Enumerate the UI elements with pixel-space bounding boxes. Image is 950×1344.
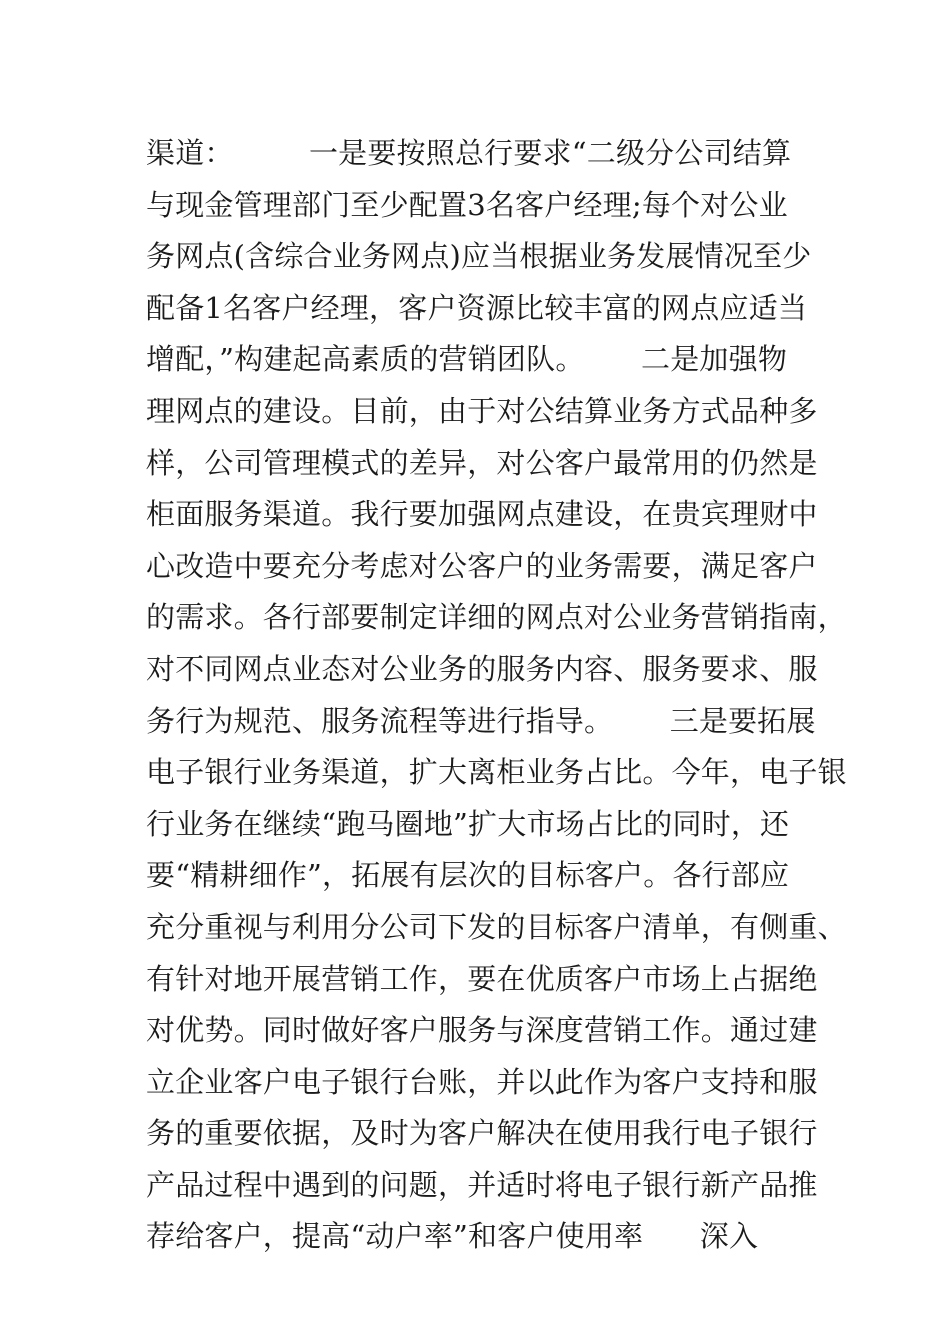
text-line: 配备1名客户经理，客户资源比较丰富的网点应适当: [146, 290, 808, 325]
text-line: 样，公司管理模式的差异，对公客户最常用的仍然是: [146, 445, 818, 480]
text-line: 有针对地开展营销工作，要在优质客户市场上占据绝: [146, 961, 818, 996]
text-line: 的需求。各行部要制定详细的网点对公业务营销指南，: [146, 600, 847, 635]
text-line: 要“精耕细作”，拓展有层次的目标客户。各行部应: [146, 858, 790, 893]
text-line: 充分重视与利用分公司下发的目标客户清单，有侧重、: [146, 909, 847, 944]
text-line: 产品过程中遇到的问题，并适时将电子银行新产品推: [146, 1167, 818, 1202]
text-line: 心改造中要充分考虑对公客户的业务需要，满足客户: [146, 548, 818, 583]
text-line: 电子银行业务渠道，扩大离柜业务占比。今年，电子银: [146, 755, 847, 790]
text-line: 对优势。同时做好客户服务与深度营销工作。通过建: [146, 1013, 818, 1048]
text-line: 立企业客户电子银行台账，并以此作为客户支持和服: [146, 1064, 818, 1099]
text-line: 荐给客户，提高“动户率”和客户使用率 深入: [146, 1219, 759, 1254]
text-line: 务的重要依据，及时为客户解决在使用我行电子银行: [146, 1116, 818, 1151]
text-line: 与现金管理部门至少配置3名客户经理;每个对公业: [146, 187, 788, 222]
text-line: 理网点的建设。目前，由于对公结算业务方式品种多: [146, 393, 818, 428]
text-line: 渠道： 一是要按照总行要求“二级分公司结算: [146, 136, 792, 170]
text-line: 对不同网点业态对公业务的服务内容、服务要求、服: [146, 651, 818, 686]
text-line: 务网点(含综合业务网点)应当根据业务发展情况至少: [146, 239, 812, 274]
text-line: 柜面服务渠道。我行要加强网点建设，在贵宾理财中: [146, 497, 818, 532]
body-text: [146, 128, 847, 1263]
text-line: 行业务在继续“跑马圈地”扩大市场占比的同时，还: [146, 806, 790, 841]
text-line: 务行为规范、服务流程等进行指导。 三是要拓展: [146, 703, 816, 738]
text-line: 增配，”构建起高素质的营销团队。 二是加强物: [146, 342, 788, 377]
